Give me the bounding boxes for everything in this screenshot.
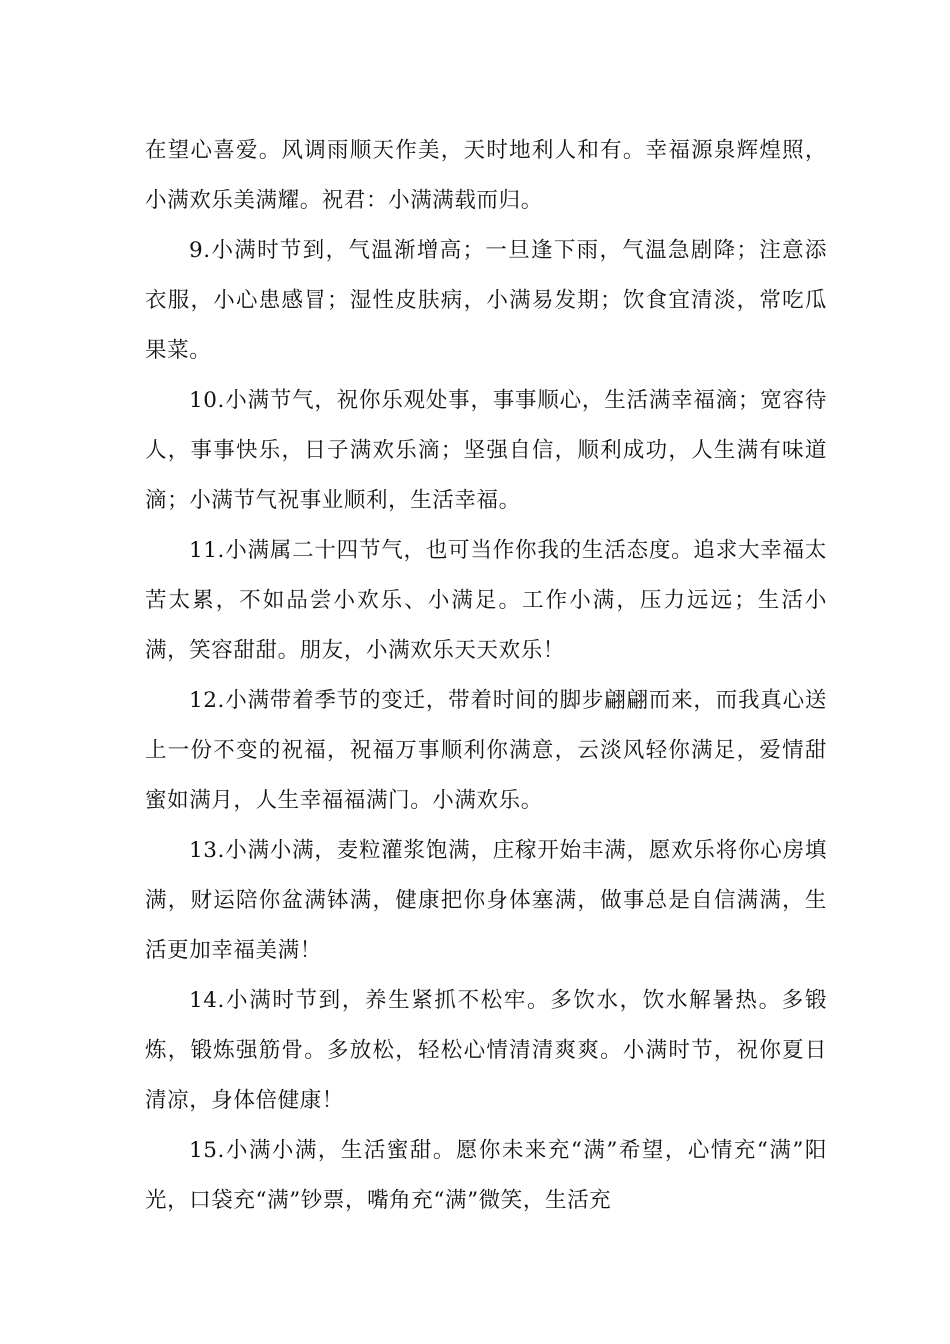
- paragraph-item-12: 12.小满带着季节的变迁，带着时间的脚步翩翩而来，而我真心送上一份不变的祝福，祝福万事顺利你满意，云淡风轻你满足，爱情甜蜜如满月，人生幸福福满门。小满欢乐。: [145, 688, 827, 813]
- paragraph-item-11: 11.小满属二十四节气，也可当作你我的生活态度。追求大幸福太苦太累，不如品尝小欢乐、小满足。工作小满，压力远远；生活小满，笑容甜甜。朋友，小满欢乐天天欢乐！: [145, 538, 827, 663]
- paragraph-item-10: 10.小满节气，祝你乐观处事，事事顺心，生活满幸福滴；宽容待人，事事快乐，日子满欢乐滴；坚强自信，顺利成功，人生满有味道滴；小满节气祝事业顺利，生活幸福。: [145, 388, 827, 513]
- paragraph-item-15: 15.小满小满，生活蜜甜。愿你未来充“满”希望，心情充“满”阳光，口袋充“满”钞票，嘴角充“满”微笑，生活充: [145, 1138, 827, 1213]
- paragraph-item-14: 14.小满时节到，养生紧抓不松牢。多饮水，饮水解暑热。多锻炼，锻炼强筋骨。多放松，轻松心情清清爽爽。小满时节，祝你夏日清凉，身体倍健康！: [145, 988, 827, 1113]
- paragraph-item-13: 13.小满小满，麦粒灌浆饱满，庄稼开始丰满，愿欢乐将你心房填满，财运陪你盆满钵满，健康把你身体塞满，做事总是自信满满，生活更加幸福美满！: [145, 838, 827, 963]
- document-body: [145, 126, 827, 1226]
- paragraph-continuation: 在望心喜爱。风调雨顺天作美，天时地利人和有。幸福源泉辉煌照，小满欢乐美满耀。祝君：小满满载而归。: [145, 138, 827, 213]
- paragraph-item-9: 9.小满时节到，气温渐增高；一旦逢下雨，气温急剧降；注意添衣服，小心患感冒；湿性皮肤病，小满易发期；饮食宜清淡，常吃瓜果菜。: [145, 238, 827, 363]
